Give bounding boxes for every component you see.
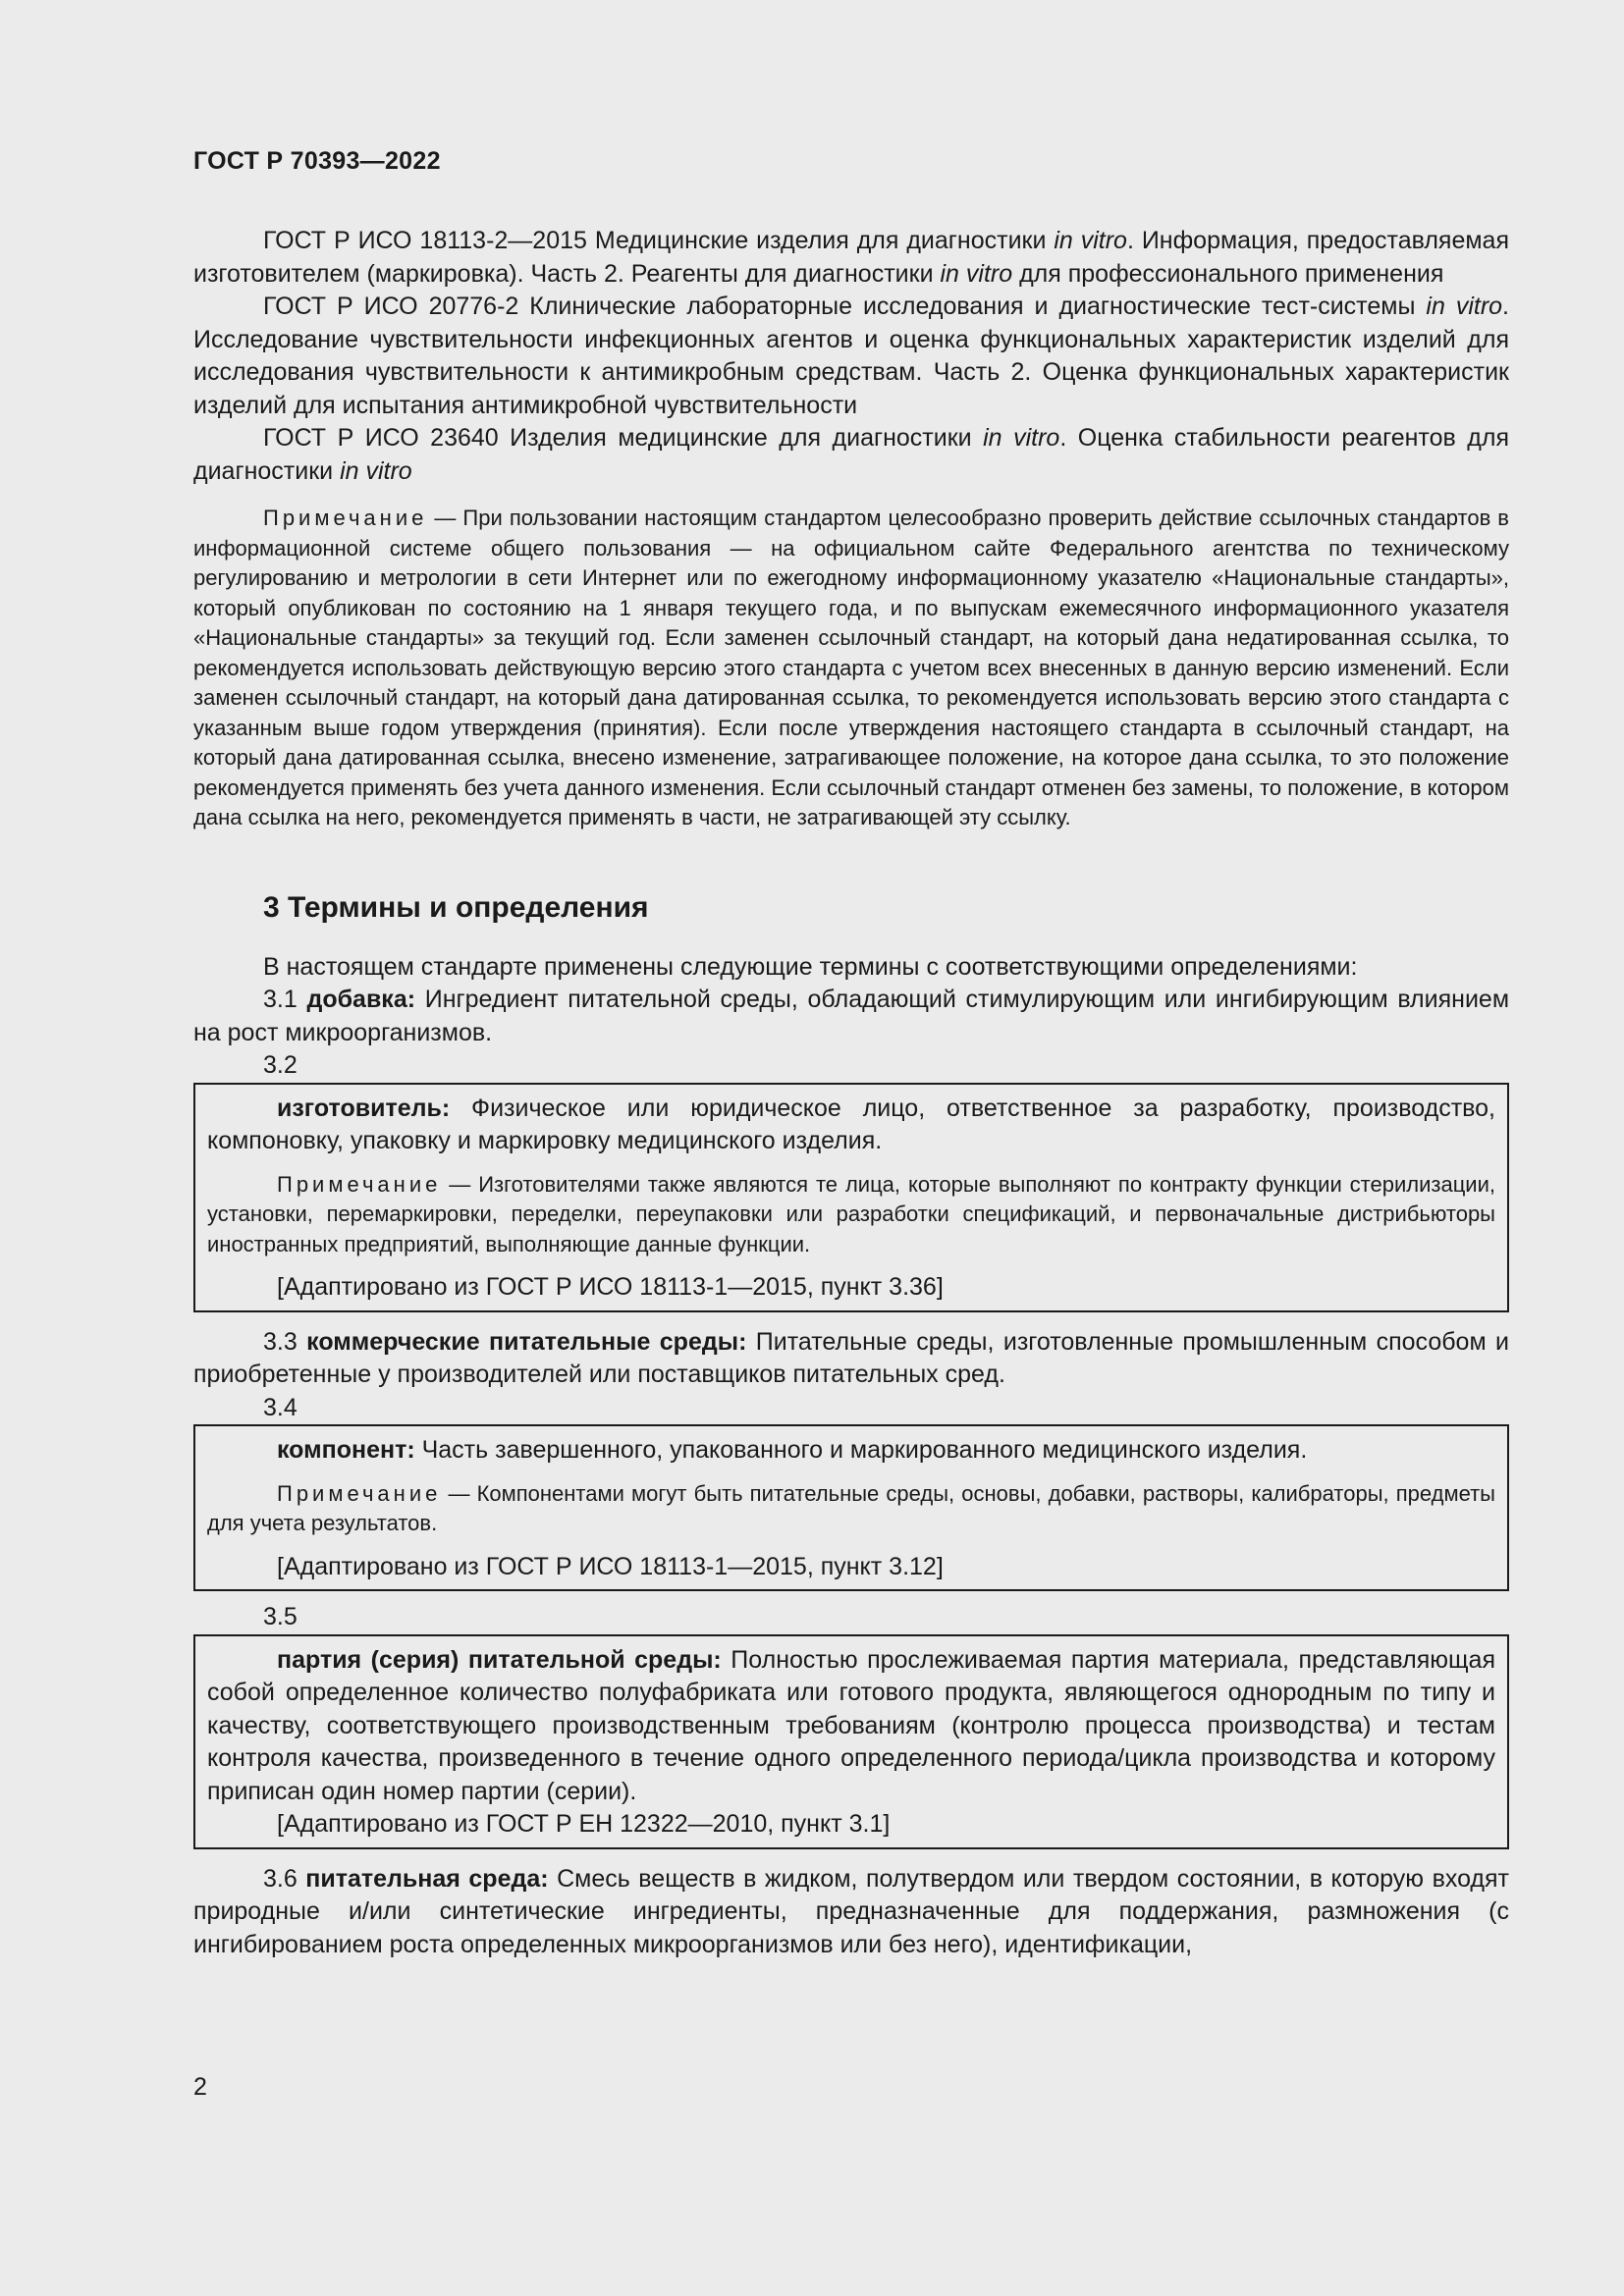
document-page — [193, 147, 1509, 1961]
term-3-5-box — [193, 1634, 1509, 1849]
normative-references — [193, 225, 1509, 488]
term-3-5-number: 3.5 — [263, 1603, 298, 1630]
term-3-4-source: [Адаптировано из ГОСТ Р ИСО 18113-1—2015, пункт 3.12] — [277, 1552, 944, 1580]
term-3-2-number: 3.2 — [263, 1051, 298, 1079]
term-3-4-note: Примечание — Компонентами могут быть питательные среды, основы, добавки, растворы, калибраторы, предметы для учета результатов. — [207, 1480, 1495, 1535]
reference-item: ГОСТ Р ИСО 20776-2 Клинические лабораторные исследования и диагностические тест-системы in vitro. Исследование чувствительности инфекционных агентов и оценка функциональных характеристик изделий для исследования чувствительности к антимикробным средствам. Часть 2. Оценка функциональных характеристик изделий для испытания антимикробной чувствительности — [193, 293, 1509, 419]
references-note: Примечание — При пользовании настоящим стандартом целесообразно проверить действие ссылочных стандартов в информационной системе общего пользования — на официальном сайте Федерального агентства по техническому регулированию и метрологии в сети Интернет или по ежегодному информационному указателю «Национальные стандарты», который опубликован по состоянию на 1 января текущего года, и по выпускам ежемесячного информационного указателя «Национальные стандарты» за текущий год. Если заменен ссылочный стандарт, на который дана недатированная ссылка, то рекомендуется использовать действующую версию этого стандарта с учетом всех внесенных в данную версию изменений. Если заменен ссылочный стандарт, на который дана датированная ссылка, то рекомендуется использовать версию этого стандарта с указанным выше годом утверждения (принятия). Если после утверждения настоящего стандарта в ссылочный стандарт, на который дана датированная ссылка, внесено изменение, затрагивающее положение, на которое дана ссылка, то это положение рекомендуется применять без учета данного изменения. Если ссылочный стандарт отменен без замены, то положение, в котором дана ссылка на него, рекомендуется применять в части, не затрагивающей эту ссылку. — [193, 506, 1509, 829]
term-3-2-source: [Адаптировано из ГОСТ Р ИСО 18113-1—2015, пункт 3.36] — [277, 1273, 944, 1301]
section-title: 3 Термины и определения — [263, 890, 649, 924]
term-3-4-box — [193, 1424, 1509, 1591]
term-3-1: 3.1 добавка: Ингредиент питательной среды, обладающий стимулирующим или ингибирующим влиянием на рост микроорганизмов. — [193, 986, 1510, 1046]
reference-item: ГОСТ Р ИСО 23640 Изделия медицинские для диагностики in vitro. Оценка стабильности реагентов для диагностики in vitro — [193, 424, 1509, 485]
document-header: ГОСТ Р 70393—2022 — [193, 147, 441, 175]
term-3-2-definition: изготовитель: Физическое или юридическое лицо, ответственное за разработку, производство, компоновку, упаковку и маркировку медицинского изделия. — [207, 1094, 1495, 1154]
section-intro: В настоящем стандарте применены следующие термины с соответствующими определениями: — [263, 952, 1358, 981]
term-3-2-box — [193, 1083, 1509, 1312]
term-3-3: 3.3 коммерческие питательные среды: Питательные среды, изготовленные промышленным способом и приобретенные у производителей или поставщиков питательных сред. — [193, 1327, 1509, 1388]
term-3-4-number: 3.4 — [263, 1393, 298, 1421]
reference-item: ГОСТ Р ИСО 18113-2—2015 Медицинские изделия для диагностики in vitro. Информация, предоставляемая изготовителем (маркировка). Часть 2. Реагенты для диагностики in vitro для профессионального применения — [193, 227, 1509, 288]
term-3-5-definition: партия (серия) питательной среды: Полностью прослеживаемая партия материала, представляющая собой определенное количество полуфабриката или готового продукта, являющегося однородным по типу и качеству, соответствующего производственным требованиям (контролю процесса производства) и тестам контроля качества, произведенного в течение одного определенного периода/цикла производства и которому приписан один номер партии (серии). — [207, 1645, 1495, 1805]
page-number: 2 — [193, 2073, 207, 2101]
term-3-4-definition: компонент: Часть завершенного, упакованного и маркированного медицинского изделия. — [277, 1436, 1308, 1464]
term-3-2-note: Примечание — Изготовителями также являются те лица, которые выполняют по контракту функции стерилизации, установки, перемаркировки, переделки, переупаковки или разработки спецификаций, и первоначальные дистрибьюторы иностранных предприятий, выполняющие данные функции. — [207, 1171, 1495, 1256]
term-3-5-source: [Адаптировано из ГОСТ Р ЕН 12322—2010, пункт 3.1] — [277, 1810, 891, 1838]
term-3-6: 3.6 питательная среда: Смесь веществ в жидком, полутвердом или твердом состоянии, в которую входят природные и/или синтетические ингредиенты, предназначенные для поддержания, размножения (с ингибированием роста определенных микроорганизмов или без него), идентификации, — [193, 1864, 1510, 1958]
